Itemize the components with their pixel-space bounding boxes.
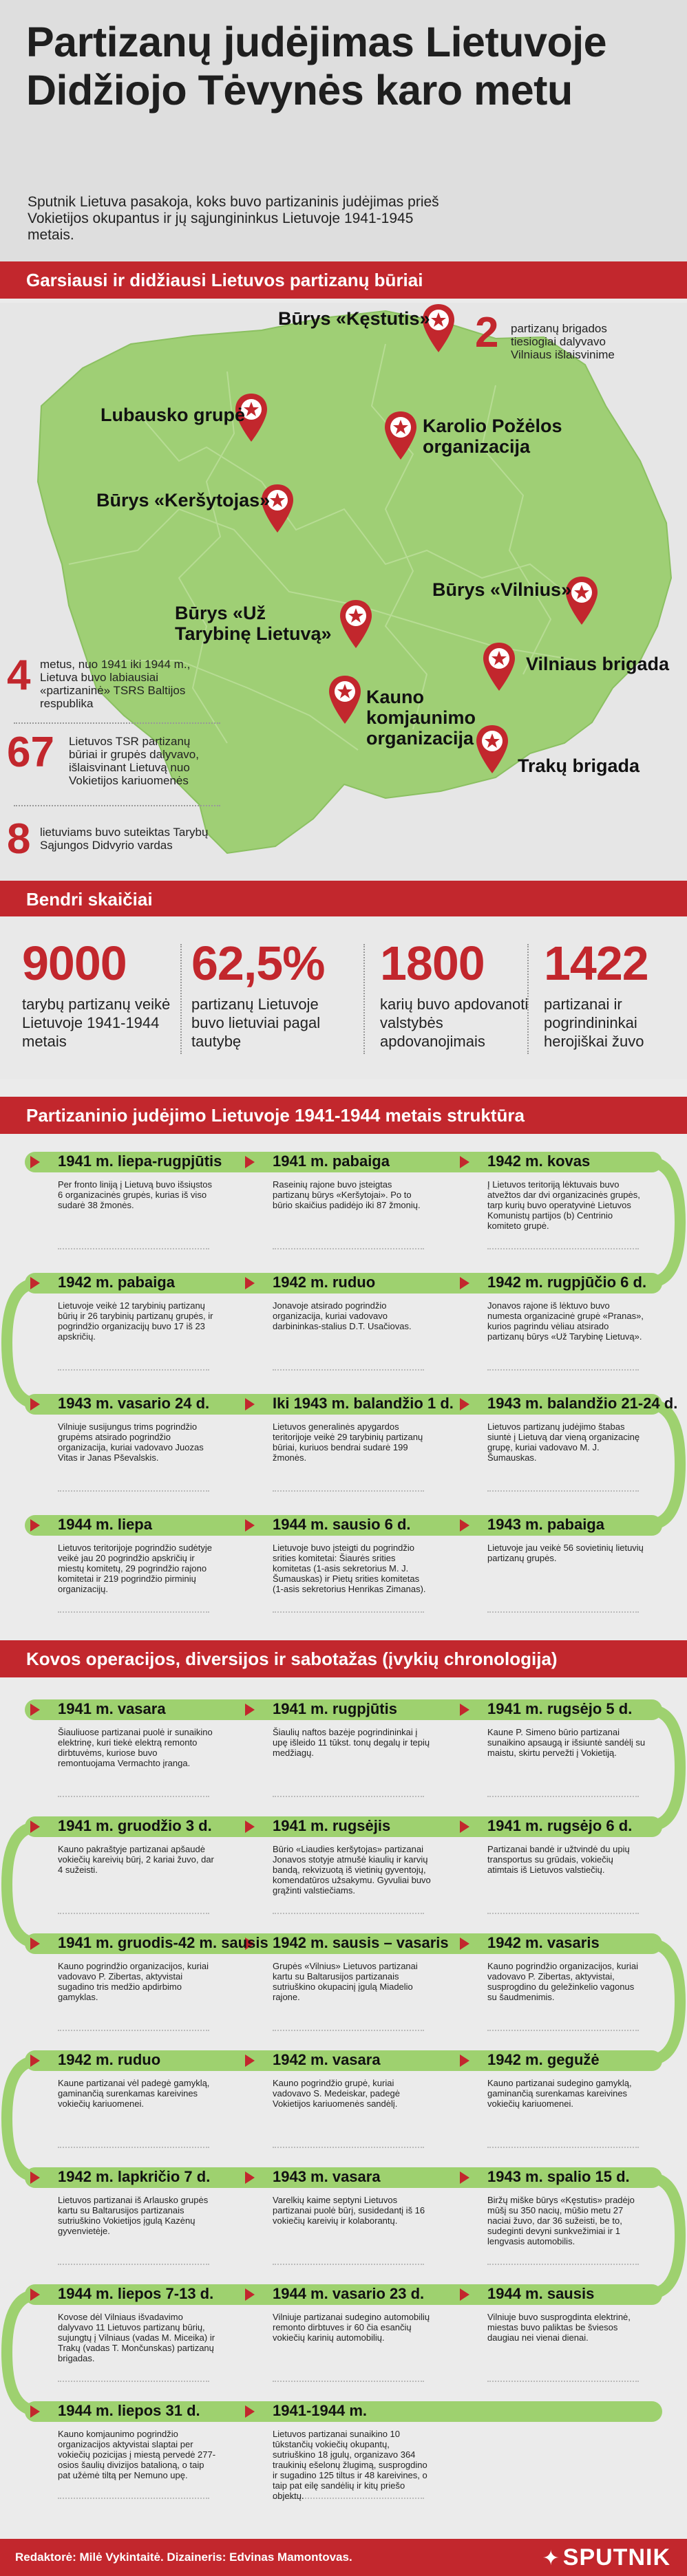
event-date: 1942 m. lapkričio 7 d. xyxy=(58,2168,211,2185)
event-text: Lietuvos partizanai iš Arlausko grupės kartu su Baltarusijos partizanais sutriuškino Vokietijos įgulą Kazėnų gyvenvietėje. xyxy=(58,2195,209,2236)
event-date: 1942 m. ruduo xyxy=(58,2051,161,2068)
divider xyxy=(58,2381,209,2382)
divider xyxy=(273,1913,424,1914)
divider xyxy=(273,2381,424,2382)
divider xyxy=(58,2030,209,2031)
stats-row xyxy=(0,916,687,1079)
stat-item xyxy=(380,937,542,1051)
map-label-pozelos: Karolio Požėlos organizacija xyxy=(423,416,562,457)
footer xyxy=(0,2539,687,2576)
fact-8 xyxy=(0,817,227,866)
event-text: Partizanai bandė ir užtvindė du upių transportus su grūdais, vokiečių atimtais iš Lietuvos valstiečių. xyxy=(487,1844,630,1875)
fact-67 xyxy=(0,731,227,799)
map-label-kauno: Kauno komjaunimo organizacija xyxy=(366,687,476,749)
map-pin-icon xyxy=(339,599,373,650)
event-text: Šiauliuose partizanai puolė ir sunaikino elektrinę, kuri tiekė elektrą remonto dirbtuvėms, kuriose buvo remontuojama Vermachto įranga. xyxy=(58,1727,213,1768)
event-text: Kauno partizanai sudegino gamyklą, gaminančią surenkamas kareivines vokiečių kariuomenei. xyxy=(487,2078,632,2109)
divider xyxy=(273,1796,424,1797)
event-date: 1941 m. liepa-rugpjūtis xyxy=(58,1152,222,1170)
map-label-vilniaus-brigada: Vilniaus brigada xyxy=(526,654,670,674)
event-text: Lietuvos teritorijoje pogrindžio sudėtyje veikė jau 20 pogrindžio apskričių ir miestų komitetų, 29 pogrindžio rajono komitetai ir 219 pogrindžio pirminių organizacijų. xyxy=(58,1543,213,1594)
event-date: 1943 m. vasara xyxy=(273,2168,381,2185)
event-date: 1944 m. sausio 6 d. xyxy=(273,1516,411,1533)
fact-number: 4 xyxy=(7,652,31,699)
map-label-uz-tarybine: Būrys «Už Tarybinę Lietuvą» xyxy=(175,603,332,644)
stat-text: karių buvo apdovanoti valstybės apdovanojimais xyxy=(380,996,529,1050)
divider xyxy=(487,2264,639,2265)
fact-number: 2 xyxy=(475,309,499,356)
event-text: Kovose dėl Vilniaus išvadavimo dalyvavo 11 Lietuvos partizanų būrių, sujungtų į Vilniaus (vadas M. Miceika) ir Trakų (vadas T. Mončunskas) partizanų brigadas. xyxy=(58,2312,215,2363)
map-label-vilnius: Būrys «Vilnius» xyxy=(432,579,572,600)
map-pin-icon xyxy=(383,410,418,461)
section-band-stats xyxy=(0,881,687,918)
divider xyxy=(58,2147,209,2148)
divider xyxy=(273,1611,424,1613)
divider xyxy=(58,2498,209,2499)
section-heading: Bendri skaičiai xyxy=(26,889,153,910)
event-date: 1941 m. pabaiga xyxy=(273,1152,390,1170)
stat-item xyxy=(544,937,675,1051)
divider xyxy=(273,2147,424,2148)
event-date: 1943 m. spalio 15 d. xyxy=(487,2168,630,2185)
fact-text: partizanų brigados tiesiogiai dalyvavo Vilniaus išlaisvinime xyxy=(511,322,615,361)
event-text: Grupės «Vilnius» Lietuvos partizanai kartu su Baltarusijos partizanais sutriuškino okupacinį įgulą Miadelio rajone. xyxy=(273,1961,418,2002)
event-text: Kauno pogrindžio organizacijos, kuriai vadovavo P. Zibertas, aktyvistai, susprogdino du geležinkelio vagonus su šaudmenimis. xyxy=(487,1961,638,2002)
stat-text: partizanai ir pogrindininkai herojiškai žuvo xyxy=(544,996,644,1050)
section-heading: Garsiausi ir didžiausi Lietuvos partizanų būriai xyxy=(26,270,423,290)
divider xyxy=(58,1369,209,1371)
event-date: 1942 m. kovas xyxy=(487,1152,591,1170)
timeline-connector xyxy=(7,2295,39,2411)
map-label-lubausko: Lubausko grupė xyxy=(101,405,246,425)
divider xyxy=(273,1369,424,1371)
event-text: Lietuvos partizanų judėjimo štabas siuntė į Lietuvą dar vieną organizacinę grupę, kuriai vadovavo M. J. Šumauskas. xyxy=(487,1421,640,1463)
operations-timeline xyxy=(0,1677,687,2537)
fact-4 xyxy=(0,654,227,709)
divider xyxy=(273,1248,424,1249)
event-date: 1941-1944 m. xyxy=(273,2402,367,2419)
event-text: Per fronto liniją į Lietuvą buvo išsiųstos 6 organizacinės grupės, kurias iš viso sudarė 38 žmonės. xyxy=(58,1179,213,1210)
fact-text: metus, nuo 1941 iki 1944 m., Lietuva buvo labiausiai «partizaninė» TSRS Baltijos respublika xyxy=(40,658,191,710)
divider xyxy=(58,1611,209,1613)
footer-credits: Redaktorė: Milė Vykintaitė. Dizaineris: Edvinas Mamontovas. xyxy=(15,2551,352,2564)
stat-number: 62,5% xyxy=(191,936,325,990)
divider xyxy=(487,2147,639,2148)
divider xyxy=(487,1248,639,1249)
event-text: Lietuvoje buvo įsteigti du pogrindžio srities komitetai: Šiaurės srities komitetas (1-asis sekretorius M. J. Šumauskas) ir Pietų srities komitetas (1-asis sekretorius Henrikas Zimanas). xyxy=(273,1543,426,1594)
timeline-connector xyxy=(7,1283,39,1404)
divider xyxy=(487,1490,639,1492)
event-date: 1944 m. liepa xyxy=(58,1516,152,1533)
divider xyxy=(58,1490,209,1492)
timeline-connector xyxy=(648,2178,680,2294)
event-text: Kauno pogrindžio organizacijos, kuriai vadovavo P. Zibertas, aktyvistai sugadino tris medžio apdirbimo gamyklas. xyxy=(58,1961,209,2002)
event-date: 1943 m. balandžio 21-24 d. xyxy=(487,1395,678,1412)
divider xyxy=(180,944,182,1054)
event-date: 1944 m. liepos 31 d. xyxy=(58,2402,200,2419)
timeline-connector xyxy=(648,1944,680,2060)
event-date: 1941 m. gruodžio 3 d. xyxy=(58,1817,212,1834)
intro-text: Sputnik Lietuva pasakoja, koks buvo partizaninis judėjimas prieš Vokietijos okupantus ir jų sąjungininkus Lietuvoje 1941-1945 metais. xyxy=(28,194,439,243)
timeline-connector xyxy=(648,1162,680,1282)
event-date: 1941 m. vasara xyxy=(58,1700,166,1717)
event-date: 1943 m. vasario 24 d. xyxy=(58,1395,210,1412)
map-pin-icon xyxy=(328,674,362,725)
divider xyxy=(487,1913,639,1914)
event-text: Jonavoje atsirado pogrindžio organizacija, kuriai vadovavo darbininkas-stalius D.T. Usačiovas. xyxy=(273,1300,412,1331)
event-text: Lietuvoje veikė 12 tarybinių partizanų būrių ir 26 tarybinių partizanų grupės, ir pogrindžio organizacijų buvo 17 iš 23 apskričių. xyxy=(58,1300,213,1342)
event-date: 1941 m. rugsėjo 5 d. xyxy=(487,1700,633,1717)
event-text: Varelkių kaime septyni Lietuvos partizanai puolė būrį, susidedantį iš 16 vokiečių kareivių ir kolaborantų. xyxy=(273,2195,425,2226)
event-date: 1944 m. liepos 7-13 d. xyxy=(58,2285,214,2302)
divider xyxy=(487,1369,639,1371)
event-date: 1942 m. ruduo xyxy=(273,1274,376,1291)
timeline-connector xyxy=(648,1710,680,1826)
event-date: 1941 m. gruodis-42 m. sausis xyxy=(58,1934,268,1951)
timeline-connector xyxy=(648,1404,680,1525)
sputnik-satellite-icon: ✦ xyxy=(542,2547,560,2570)
header xyxy=(0,0,687,261)
event-date: 1941 m. rugsėjo 6 d. xyxy=(487,1817,633,1834)
event-text: Kauno komjaunimo pogrindžio organizacijos aktyvistai slaptai per vokiečių pozicijas į miestą pervedė 277-osios šaulių divizijos batalioną, o taip pat užėmė tiltą per Nemuno upę. xyxy=(58,2429,216,2480)
event-date: 1944 m. sausis xyxy=(487,2285,595,2302)
divider xyxy=(58,1248,209,1249)
event-text: Kauno pakraštyje partizanai apšaudė vokiečių kareivių būrį, 2 kariai žuvo, dar 4 sužeisti. xyxy=(58,1844,214,1875)
event-text: Lietuvos generalinės apygardos teritorijoje veikė 29 tarybinių partizanų būriai, kuriuos bendrai sudarė 199 žmonės. xyxy=(273,1421,423,1463)
section-heading: Partizaninio judėjimo Lietuvoje 1941-1944 metais struktūra xyxy=(26,1105,525,1126)
stat-item xyxy=(191,937,353,1051)
event-text: Vilniuje buvo susprogdinta elektrinė, miestas buvo paliktas be šviesos daugiau nei vienai dienai. xyxy=(487,2312,631,2343)
section-band-operations xyxy=(0,1640,687,1677)
event-date: 1942 m. vasara xyxy=(273,2051,381,2068)
stat-item xyxy=(22,937,184,1051)
event-date: 1942 m. vasaris xyxy=(487,1934,600,1951)
map-label-kersytojas: Būrys «Keršytojas» xyxy=(96,490,271,511)
map-pin-icon xyxy=(482,641,516,692)
section-band-structure xyxy=(0,1097,687,1134)
event-text: Lietuvos partizanai sunaikino 10 tūkstančių vokiečių okupantų, sutriuškino 18 įgulų, organizavo 364 traukinių ešelonų žlugimą, susprogdino ir sugadino 125 tiltus ir 48 kareivines, o taip pat eilę sandėlių ir kitų priešo objektų. xyxy=(273,2429,427,2501)
divider xyxy=(58,1796,209,1797)
event-date: 1941 m. rugpjūtis xyxy=(273,1700,397,1717)
timeline-connector xyxy=(7,1827,39,1943)
event-date: 1942 m. gegužė xyxy=(487,2051,600,2068)
fact-2 xyxy=(475,311,681,373)
stat-number: 1800 xyxy=(380,936,485,990)
divider xyxy=(14,722,220,724)
event-text: Raseinių rajone buvo įsteigtas partizanų būrys «Keršytojai». Po to būrio skaičius padidėjo iki 87 žmonių. xyxy=(273,1179,421,1210)
divider xyxy=(58,1913,209,1914)
map-label-traku: Trakų brigada xyxy=(518,755,640,776)
event-date: 1942 m. rugpjūčio 6 d. xyxy=(487,1274,647,1291)
page-title: Partizanų judėjimas Lietuvoje Didžiojo Tėvynės karo metu xyxy=(26,19,607,114)
divider xyxy=(487,1611,639,1613)
structure-timeline xyxy=(0,1134,687,1646)
event-date: 1943 m. pabaiga xyxy=(487,1516,604,1533)
event-text: Kaune P. Simeno būrio partizanai sunaikino apsaugą ir išsiuntė sandėlį su maistu, skirtu pervežti į Vokietiją. xyxy=(487,1727,646,1758)
event-text: Kauno pogrindžio grupė, kuriai vadovavo S. Medeiskar, padegė Vokietijos kariuomenės sandėlį. xyxy=(273,2078,401,2109)
divider xyxy=(487,2030,639,2031)
section-band-map xyxy=(0,261,687,299)
stat-number: 9000 xyxy=(22,936,127,990)
stat-text: partizanų Lietuvoje buvo lietuviai pagal tautybę xyxy=(191,996,321,1050)
event-date: 1941 m. rugsėjis xyxy=(273,1817,391,1834)
fact-number: 67 xyxy=(7,729,54,776)
timeline-connector xyxy=(7,2061,39,2177)
stat-number: 1422 xyxy=(544,936,648,990)
stat-text: tarybų partizanų veikė Lietuvoje 1941-1944 metais xyxy=(22,996,171,1050)
fact-text: Lietuvos TSR partizanų būriai ir grupės dalyvavo, išlaisvinant Lietuvą nuo Vokietijos kariuomenės xyxy=(69,735,199,787)
divider xyxy=(363,944,365,1054)
sputnik-logo: ✦ SPUTNIK xyxy=(542,2544,670,2570)
fact-text: lietuviams buvo suteiktas Tarybų Sąjungos Didvyrio vardas xyxy=(40,826,209,852)
map-label-kestutis: Būrys «Kęstutis» xyxy=(278,308,430,329)
divider xyxy=(273,2264,424,2265)
event-date: 1944 m. vasario 23 d. xyxy=(273,2285,425,2302)
event-text: Vilniuje susijungus trims pogrindžio grupėms atsirado pogrindžio organizacija, kuriai vadovavo Juozas Vitas ir Janas Pševalskis. xyxy=(58,1421,204,1463)
event-text: Biržų miške būrys «Kęstutis» pradėjo mūšį su 350 nacių, mūšio metu 27 naciai žuvo, dar 36 sužeisti, be to, sudeginti devyni sunkvežimiai ir 1 lengvasis automobilis. xyxy=(487,2195,635,2246)
event-text: Į Lietuvos teritoriją lėktuvais buvo atvežtos dar dvi organizacinės grupės, tarp kurių buvo operatyvinė Lietuvos Komunistų partijos (b) Centrinio komiteto grupė. xyxy=(487,1179,640,1231)
event-text: Lietuvoje jau veikė 56 sovietinių lietuvių partizanų grupės. xyxy=(487,1543,644,1563)
event-date: 1942 m. pabaiga xyxy=(58,1274,175,1291)
event-text: Būrio «Liaudies keršytojas» partizanai Jonavos stotyje atmušė kiaulių ir karvių bandą, rekvizuotą iš vietinių gyventojų, komendatūros užsakymu. Gyvuliai buvo grąžinti valstiečiams. xyxy=(273,1844,431,1896)
event-text: Kaune partizanai vėl padegė gamyklą, gaminančią surenkamas kareivines vokiečių kariuomenei. xyxy=(58,2078,210,2109)
event-text: Vilniuje partizanai sudegino automobilių remonto dirbtuves ir 60 čia esančių vokiečių karinių automobilių. xyxy=(273,2312,430,2343)
event-text: Šiaulių naftos bazėje pogrindininkai į upę išleido 11 tūkst. tonų degalų ir tepių medžiagų. xyxy=(273,1727,430,1758)
divider xyxy=(273,1490,424,1492)
divider xyxy=(58,2264,209,2265)
event-date: 1942 m. sausis – vasaris xyxy=(273,1934,449,1951)
divider xyxy=(527,944,529,1054)
divider xyxy=(273,2030,424,2031)
event-date: Iki 1943 m. balandžio 1 d. xyxy=(273,1395,454,1412)
lithuania-map xyxy=(0,303,687,881)
divider xyxy=(14,805,220,806)
fact-number: 8 xyxy=(7,815,31,863)
section-heading: Kovos operacijos, diversijos ir sabotažas (įvykių chronologija) xyxy=(26,1649,558,1669)
divider xyxy=(487,2381,639,2382)
event-text: Jonavos rajone iš lėktuvo buvo numesta organizacinė grupė «Pranas», kurios pagrindu vėliau atsirado partizanų būrys «Už Tarybinę Lietuvą». xyxy=(487,1300,644,1342)
divider xyxy=(487,1796,639,1797)
